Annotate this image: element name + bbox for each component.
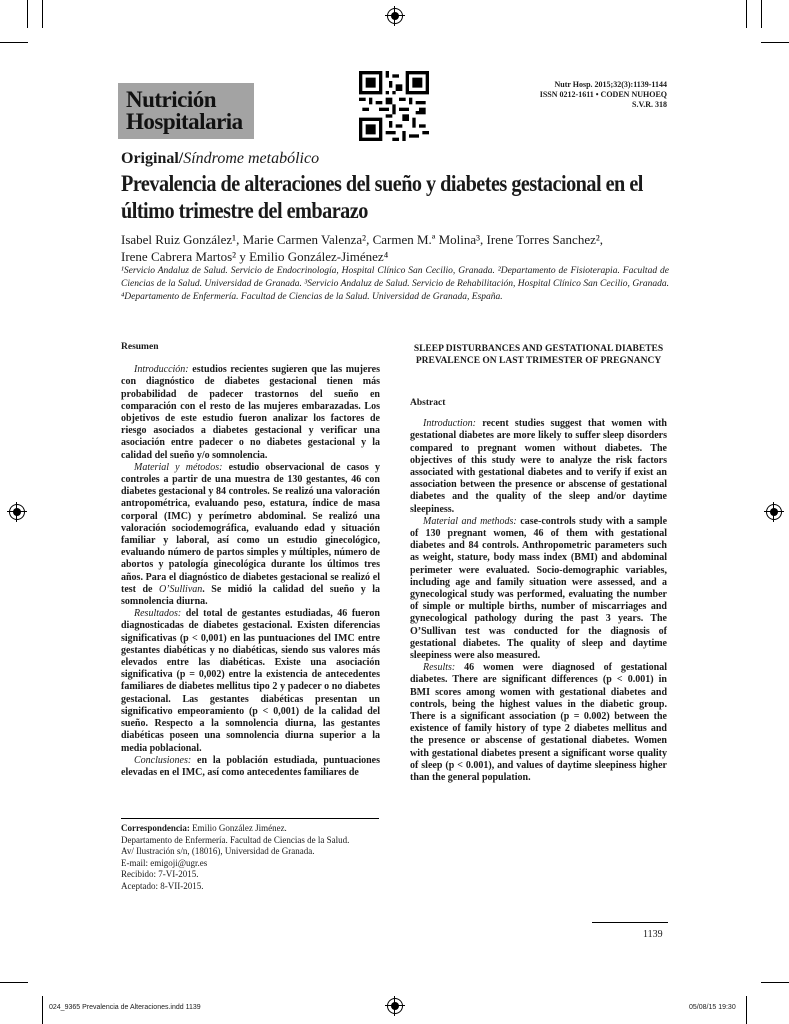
methods-text: estudio observacional de casos y controles a partir de una muestra de 130 gestantes, 46 con diabetes gestacional y 84 controles. Se realizó una valoración antropométrica, evaluando peso, estatura, índice de masa corporal (IMC) y perímetro abdominal. Se realizó una valoración sociodemográfica, evaluando edad y situación familiar y laboral, así como un estudio ginecológico, evaluando número de partos simples y múltiples, número de abortos y patología ginecológica durante los últimos tres años. Para el diagnóstico de diabetes gestacional se realizó el test de [121, 461, 381, 595]
dates [121, 869, 203, 892]
results-text: del total de gestantes estudiadas, 46 fueron diagnosticadas de diabetes gestacional. Existen diferencias significativas (p < 0,001) en las puntuaciones del IMC entre gestantes diabéticas y no diabéticas, siendo sus valores más elevados entre las diabéticas. Existe una asociación significativa (p = 0,002) entre la existencia de antecedentes familiares de diabetes mellitus tipo 2 y padecer o no diabetes gestacional. Las gestantes diabéticas presentan un significativo empeoramiento (p < 0,001) de la calidad del sueño. Respecto a la somnolencia diurna, las gestantes diabéticas poseen una somnolencia diurna superior a la media poblacional. [121, 608, 380, 754]
author-list [121, 231, 681, 265]
logo-line2: Hospitalaria [126, 109, 243, 134]
crop-mark [761, 42, 789, 43]
methods-label: Material y métodos: [134, 461, 223, 473]
conclusions-text: en la población estudiada, puntuaciones elevadas en el IMC, así como antecedentes familiares de [121, 754, 380, 778]
conclusions-label: Conclusiones: [134, 754, 192, 766]
journal-citation: Nutr Hosp. 2015;32(3):1139-1144 [554, 80, 667, 89]
resumen-intro [121, 364, 380, 462]
authors-line: Irene Cabrera Martos² y Emilio González-Jiménez⁴ [121, 249, 389, 264]
authors-line: Isabel Ruiz González¹, Marie Carmen Valenza², Carmen M.ª Molina³, Irene Torres Sanchez², [121, 232, 604, 247]
methods-test: O’Sullivan [158, 583, 203, 595]
section-type: Original [121, 150, 179, 167]
intro-text: estudios recientes sugieren que las mujeres con diagnóstico de diabetes gestacional tienen más probabilidad de padecer trastornos del sueño en comparación con el resto de las mujeres embarazadas. Los objetivos de este estudio fueron analizar los factores de riesgo asociados a diabetes gestacional y verificar una asociación entre padecer o no diabetes gestacional y la calidad del sueño y/o somnolencia. [121, 364, 380, 461]
crop-mark [746, 0, 747, 28]
correspondence-label: Correspondencia: [121, 823, 190, 833]
print-timestamp: 05/08/15 19:30 [689, 1004, 736, 1011]
section-separator: / [178, 150, 184, 167]
correspondence-line: Departamento de Enfermería. Facultad de Ciencias de la Salud. [121, 834, 350, 845]
correspondence-line: Av/ Ilustración s/n, (18016), Universidad de Granada. [121, 846, 315, 856]
crop-mark [27, 0, 28, 28]
resumen-heading: Resumen [121, 342, 159, 352]
introduction-text: recent studies suggest that women with gestational diabetes are more likely to suffer sleep disorders compared to pregnant women without diabetes. The objectives of this study were to analyze the risk factors associated with gestational diabetes and to verify if exist an association between the presence or abscense of gestational diabetes and the quality of the sleep and/or daytime sleepiness. [410, 418, 667, 515]
crop-mark [746, 996, 747, 1024]
journal-reference [540, 80, 667, 110]
introduction-label: Introduction: [423, 418, 476, 430]
journal-issn: ISSN 0212-1611 • CODEN NUHOEQ [539, 90, 667, 99]
crop-mark [0, 42, 28, 43]
print-slug: 024_9365 Prevalencia de Alteraciones.indd 1139 [49, 1004, 201, 1011]
logo-line1: Nutrición [126, 87, 217, 112]
affiliations: ¹Servicio Andaluz de Salud. Servicio de Endocrinología, Hospital Clínico San Cecilio, Granada. ²Departamento de Fisioterapia. Facultad de Ciencias de la Salud. Universidad de Granada. ³Servicio Andaluz de Salud. Servicio de Rehabilitación, Hospital Clínico San Cecilio, Granada. ⁴Departamento de Enfermería. Facultad de Ciencias de la Salud. Universidad de Granada, España. [121, 266, 669, 302]
crop-mark [761, 0, 762, 28]
registration-mark-icon [387, 8, 403, 24]
journal-logo [118, 83, 254, 139]
received-date: Recibido: 7-VI-2015. [121, 869, 199, 879]
methods-end: . Se midió la calidad del sueño y la somnolencia diurna. [121, 583, 380, 608]
journal-svr: S.V.R. 318 [632, 100, 667, 109]
qr-code-icon [359, 71, 429, 141]
article-title: Prevalencia de alteraciones del sueño y diabetes gestacional en el último trimestre del embarazo [121, 171, 643, 223]
crop-mark [42, 0, 43, 28]
results-text: 46 women were diagnosed of gestational diabetes. There are significant differences (p < 0.001) in BMI scores among women with gestational diabetes and controls, being the highest values in the diabetic group. There is a significant association (p = 0.002) between the existence of family history of type 2 diabetes mellitus and the presence or abscense of gestational diabetes. Women with gestational diabetes present a significant worse quality of sleep (p < 0.001), and values of daytime sleepiness higher than the general population. [410, 662, 667, 784]
divider [121, 818, 379, 819]
intro-label: Introducción: [134, 364, 189, 376]
divider [592, 922, 668, 923]
resumen-column [121, 342, 381, 779]
abstract-methods [410, 516, 667, 662]
crop-mark [42, 996, 43, 1024]
registration-mark-icon [766, 504, 782, 520]
abstract-column [410, 398, 668, 784]
crop-mark [0, 982, 28, 983]
crop-mark [761, 982, 789, 983]
resumen-methods [121, 462, 380, 608]
english-title: SLEEP DISTURBANCES AND GESTATIONAL DIABETES PREVALENCE ON LAST TRIMESTER OF PREGNANCY [413, 344, 664, 366]
registration-mark-icon [387, 998, 403, 1014]
section-label [121, 150, 319, 168]
methods-text: case-controls study with a sample of 130 pregnant women, 46 of them with gestational diabetes and 84 controls. Anthropometric parameters such as weight, stature, body mass index (BMI) and abdominal perimeter were evaluated. Socio-demographic variables, including age and family situation were assessed, and a gynecological study was performed, evaluating the number of simple or multiple births, number of miscarriages and gynecological pathology during the past 3 years. The O’Sullivan test was conducted for the diagnosis of gestational diabetes. The quality of sleep and daytime sleepiness were also measured. [410, 515, 668, 662]
resumen-results [121, 608, 380, 754]
correspondence [121, 823, 391, 869]
results-label: Resultados: [134, 608, 182, 620]
correspondence-name: Emilio González Jiménez. [189, 823, 287, 833]
results-label: Results: [423, 662, 456, 674]
registration-mark-icon [9, 504, 25, 520]
methods-label: Material and methods: [423, 515, 517, 527]
abstract-heading: Abstract [410, 398, 446, 408]
correspondence-email: E-mail: emigoji@ugr.es [121, 857, 208, 868]
accepted-date: Aceptado: 8-VII-2015. [121, 880, 204, 891]
abstract-intro [410, 418, 667, 516]
abstract-results [410, 662, 667, 784]
resumen-conclusions [121, 755, 380, 779]
page-number: 1139 [643, 929, 663, 940]
section-topic: Síndrome metabólico [183, 150, 320, 167]
